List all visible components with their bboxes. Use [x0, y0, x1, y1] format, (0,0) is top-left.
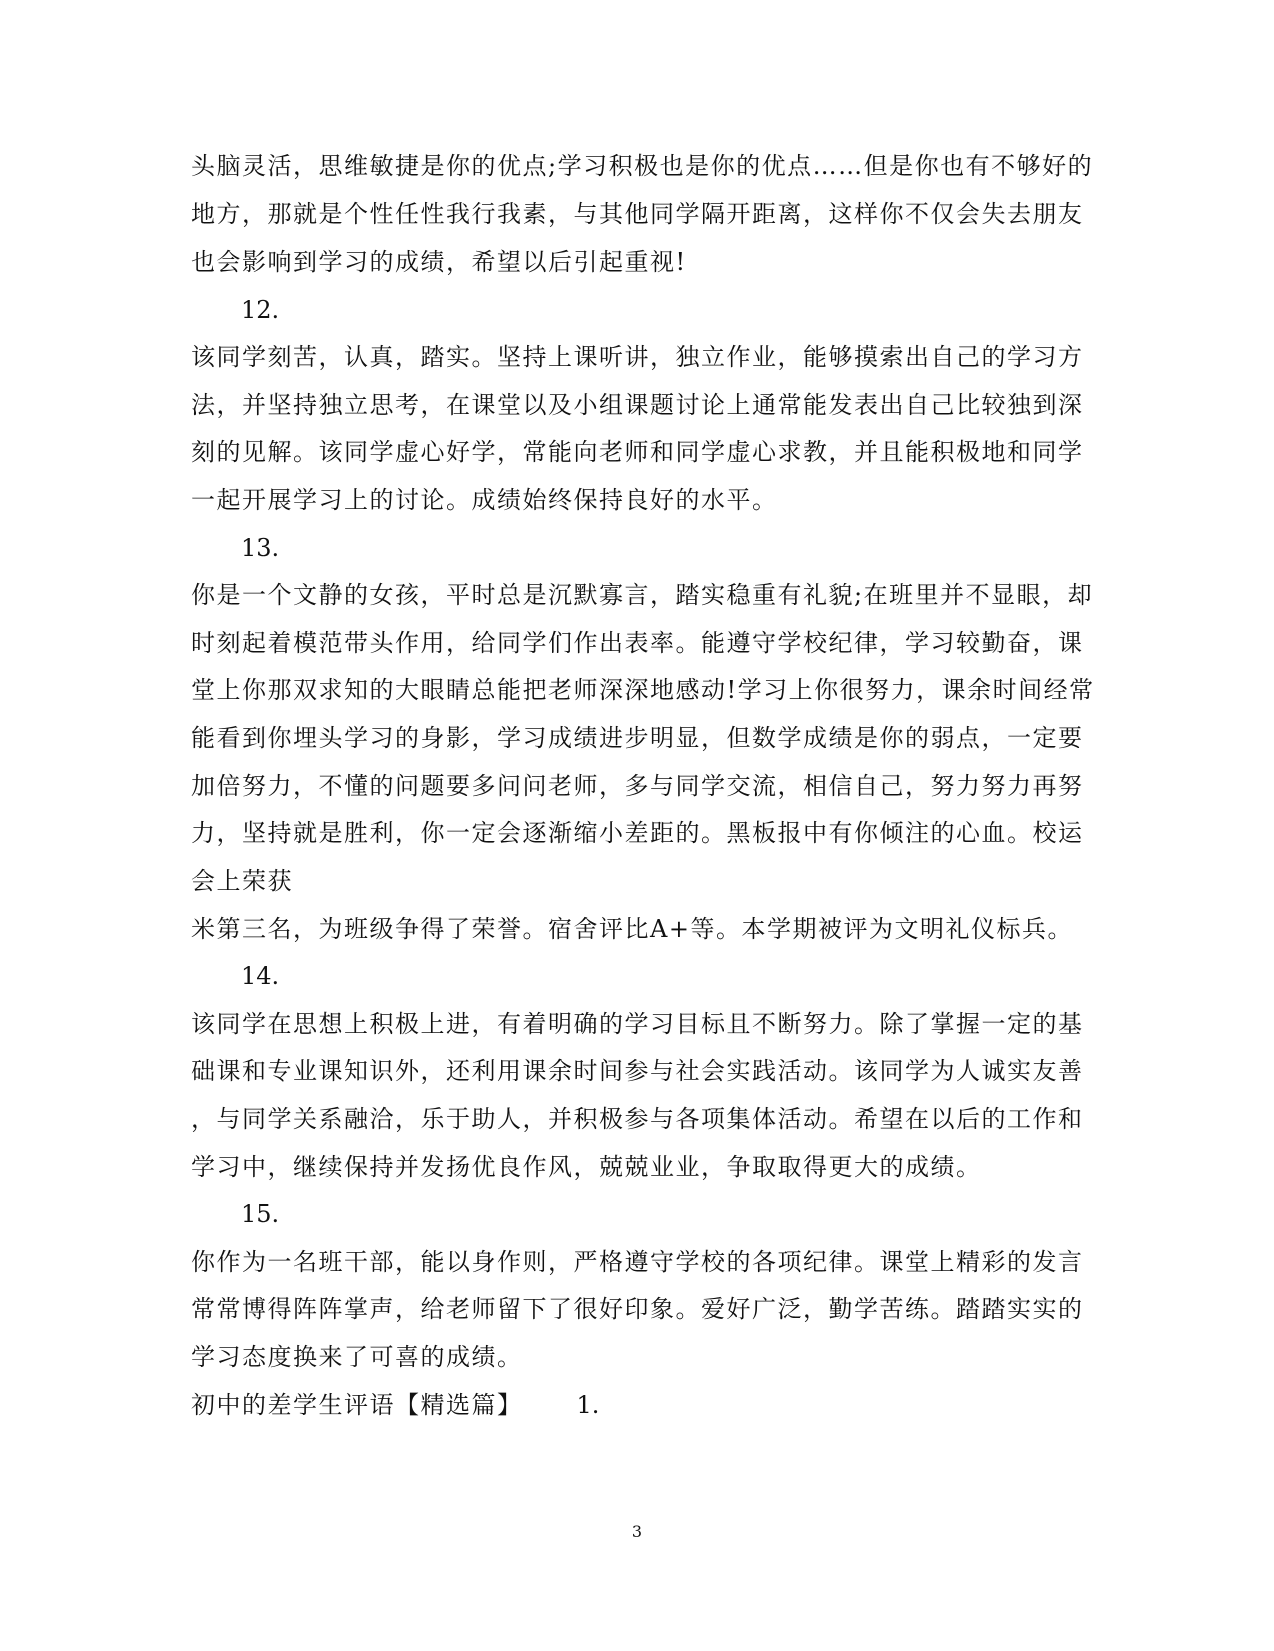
- text-line: 一起开展学习上的讨论。成绩始终保持良好的水平。: [191, 486, 778, 514]
- text-line: 地方，那就是个性任性我行我素，与其他同学隔开距离，这样你不仅会失去朋友: [191, 200, 1084, 228]
- text-line: 刻的见解。该同学虚心好学，常能向老师和同学虚心求教，并且能积极地和同学: [191, 438, 1084, 466]
- text-line: 法，并坚持独立思考，在课堂以及小组课题讨论上通常能发表出自己比较独到深: [191, 391, 1084, 419]
- page-number: 3: [631, 1522, 643, 1541]
- text-line: 学习态度换来了可喜的成绩。: [191, 1343, 523, 1371]
- text-line: 时刻起着模范带头作用，给同学们作出表率。能遵守学校纪律，学习较勤奋，课: [191, 629, 1084, 657]
- item-number: 12.: [241, 296, 280, 324]
- text-line: 力，坚持就是胜利，你一定会逐渐缩小差距的。黑板报中有你倾注的心血。校运: [191, 819, 1084, 847]
- section-heading: 初中的差学生评语【精选篇】: [191, 1391, 523, 1419]
- item-number: 1.: [576, 1391, 600, 1419]
- text-line: 你是一个文静的女孩，平时总是沉默寡言，踏实稳重有礼貌;在班里并不显眼，却: [191, 581, 1094, 609]
- text-line: ，与同学关系融洽，乐于助人，并积极参与各项集体活动。希望在以后的工作和: [191, 1105, 1084, 1133]
- text-line: 头脑灵活，思维敏捷是你的优点;学习积极也是你的优点……但是你也有不够好的: [191, 152, 1094, 180]
- item-number: 13.: [241, 534, 280, 562]
- item-number: 15.: [241, 1200, 280, 1228]
- text-line: 础课和专业课知识外，还利用课余时间参与社会实践活动。该同学为人诚实友善: [191, 1057, 1084, 1085]
- text-line: 该同学刻苦，认真，踏实。坚持上课听讲，独立作业，能够摸索出自己的学习方: [191, 343, 1084, 371]
- text-line: 你作为一名班干部，能以身作则，严格遵守学校的各项纪律。课堂上精彩的发言: [191, 1248, 1084, 1276]
- text-line: 堂上你那双求知的大眼睛总能把老师深深地感动!学习上你很努力，课余时间经常: [191, 676, 1095, 704]
- text-line: 该同学在思想上积极上进，有着明确的学习目标且不断努力。除了掌握一定的基: [191, 1010, 1084, 1038]
- text-line: 会上荣获: [191, 867, 293, 895]
- text-line: 也会影响到学习的成绩，希望以后引起重视!: [191, 248, 687, 276]
- text-line: 常常博得阵阵掌声，给老师留下了很好印象。爱好广泛，勤学苦练。踏踏实实的: [191, 1295, 1084, 1323]
- text-line: 加倍努力，不懂的问题要多问问老师，多与同学交流，相信自己，努力努力再努: [191, 772, 1084, 800]
- item-number: 14.: [241, 962, 280, 990]
- text-line: 能看到你埋头学习的身影，学习成绩进步明显，但数学成绩是你的弱点，一定要: [191, 724, 1084, 752]
- text-line: 米第三名，为班级争得了荣誉。宿舍评比A+等。本学期被评为文明礼仪标兵。: [191, 915, 1073, 943]
- section-heading-line: [191, 1389, 599, 1421]
- text-line: 学习中，继续保持并发扬优良作风，兢兢业业，争取取得更大的成绩。: [191, 1153, 982, 1181]
